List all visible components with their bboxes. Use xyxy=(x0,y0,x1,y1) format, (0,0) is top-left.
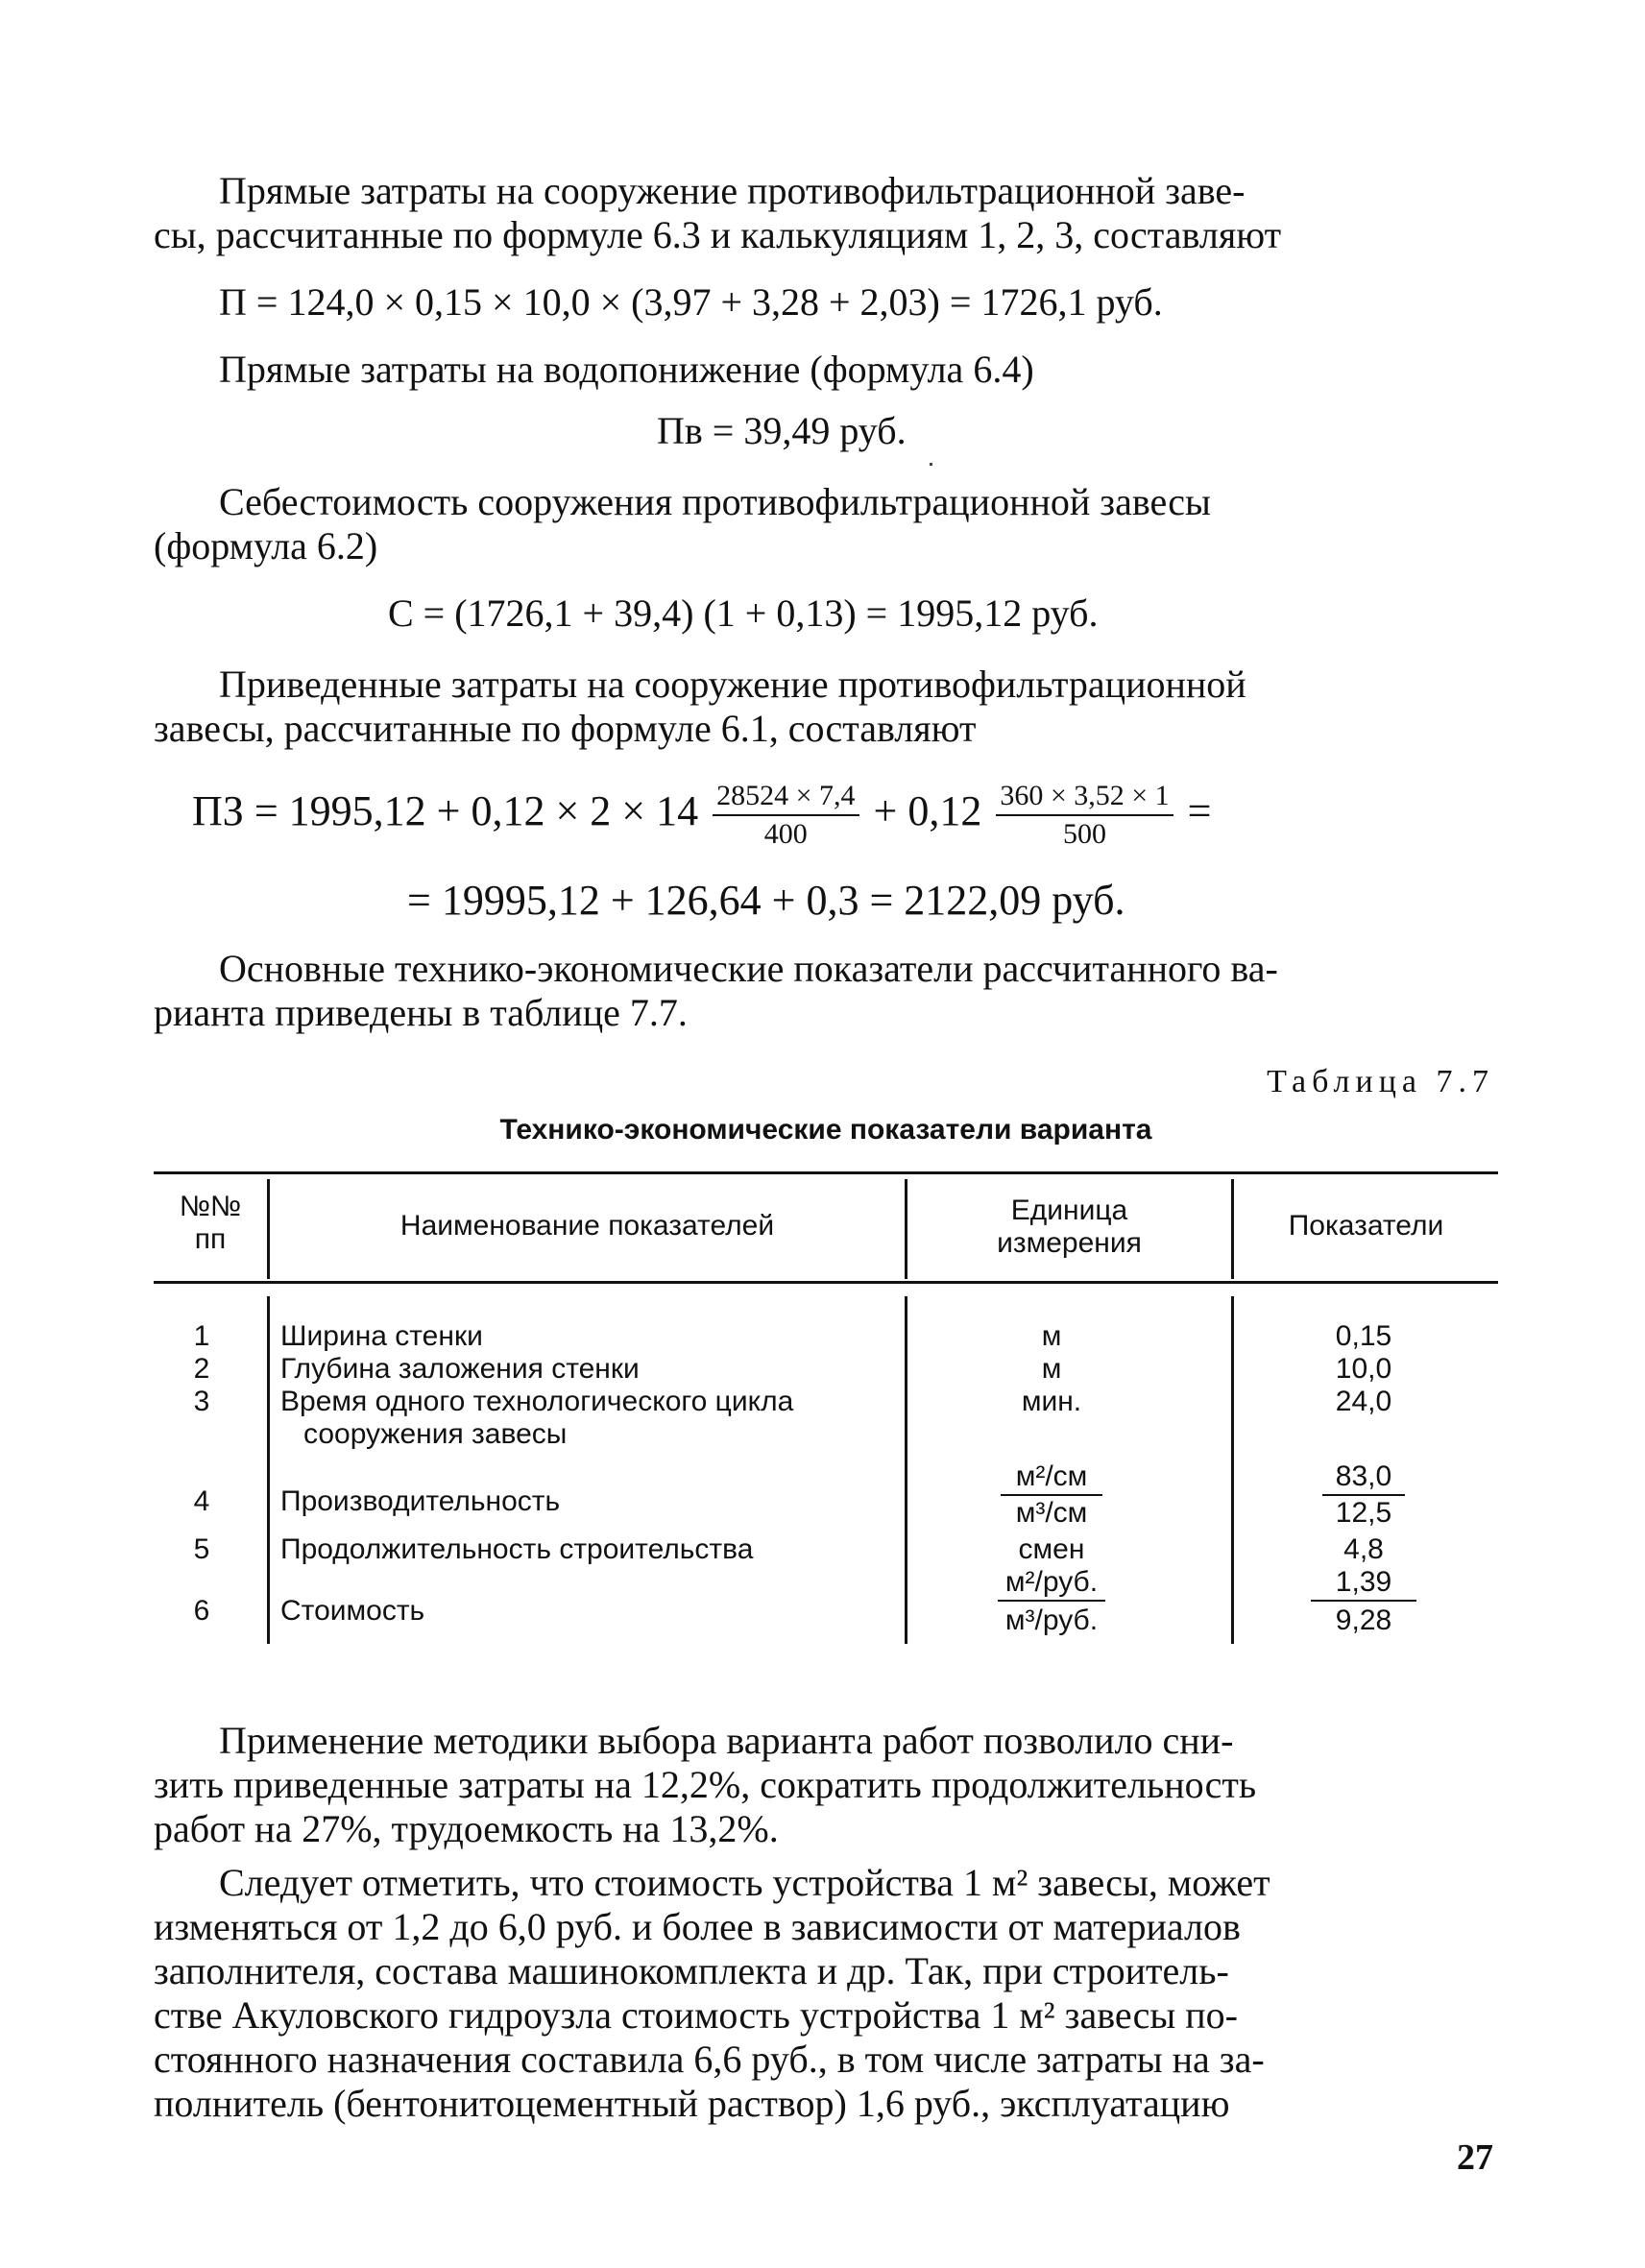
row-value-top xyxy=(1277,1565,1450,1602)
formula-lead: ПЗ = 1995,12 + 0,12 × 2 × 14 xyxy=(192,787,699,835)
value-numerator: 83,0 xyxy=(1322,1460,1405,1496)
table-number: Таблица 7.7 xyxy=(1267,1064,1494,1099)
row-value: 24,0 xyxy=(1335,1386,1392,1417)
fraction-2 xyxy=(996,780,1173,851)
row-name: Время одного технологического цикла xyxy=(280,1386,794,1417)
row-unit: м xyxy=(1041,1353,1062,1385)
row-unit-bottom: м³/руб. xyxy=(1004,1604,1099,1636)
text-line: рианта приведены в таблице 7.7. xyxy=(154,991,688,1034)
paragraph-cost-price xyxy=(154,480,1498,568)
header-value: Показатели xyxy=(1288,1210,1444,1242)
header-unit-line: Единица xyxy=(1010,1194,1128,1226)
formula-direct-costs: П = 124,0 × 0,15 × 10,0 × (3,97 + 3,28 + 2,03) = 1726,1 руб. xyxy=(219,280,1163,324)
text-line: работ на 27%, трудоемкость на 13,2%. xyxy=(154,1807,779,1850)
text-line: Приведенные затраты на сооружение противофильтрационной xyxy=(219,663,1246,706)
text-line: Прямые затраты на водопонижение (формула 6.4) xyxy=(219,348,1034,391)
paragraph-reduced-costs xyxy=(154,663,1498,751)
table-top-rule xyxy=(154,1171,1498,1174)
row-name-continued: сооружения завесы xyxy=(303,1418,568,1450)
row-number: 5 xyxy=(193,1533,210,1565)
text-line: (формула 6.2) xyxy=(154,524,378,567)
paragraph-indicators xyxy=(154,947,1498,1035)
formula-tail: = xyxy=(1187,787,1212,835)
unit-numerator: м²/руб. xyxy=(998,1565,1105,1602)
text-line: зить приведенные затраты на 12,2%, сократить продолжительность xyxy=(154,1763,1257,1806)
row-unit-top xyxy=(922,1460,1181,1496)
row-value: 10,0 xyxy=(1335,1353,1392,1385)
fraction-numerator: 360 × 3,52 × 1 xyxy=(996,780,1173,816)
row-number: 6 xyxy=(193,1595,210,1627)
header-number xyxy=(154,1191,267,1256)
table-title: Технико-экономические показатели варианта xyxy=(499,1114,1152,1146)
text-line: Себестоимость сооружения противофильтрационной завесы xyxy=(219,480,1211,523)
formula-reduced-costs-result: = 19995,12 + 126,64 + 0,3 = 2122,09 руб. xyxy=(407,877,1125,924)
paragraph-dewatering xyxy=(154,348,1498,392)
formula-cost-price: С = (1726,1 + 39,4) (1 + 0,13) = 1995,12 руб. xyxy=(388,591,1099,635)
column-divider xyxy=(1231,1296,1234,1644)
fraction-denominator: 500 xyxy=(1063,818,1106,850)
unit-numerator: м²/см xyxy=(1001,1460,1103,1496)
text-line: стоянного назначения составила 6,6 руб., в том числе затраты на за- xyxy=(154,2038,1265,2081)
row-name: Продолжительность строительства xyxy=(280,1533,754,1565)
header-unit xyxy=(907,1194,1231,1260)
row-value-bottom: 9,28 xyxy=(1335,1604,1392,1636)
scan-speck xyxy=(930,463,932,466)
row-value-bottom: 12,5 xyxy=(1335,1497,1392,1529)
paragraph-method-result xyxy=(154,1719,1498,1851)
header-unit-line: измерения xyxy=(997,1227,1142,1259)
text-line: полнитель (бентонитоцементный раствор) 1,6 руб., эксплуатацию xyxy=(154,2082,1230,2125)
row-unit-bottom: м³/см xyxy=(1015,1497,1088,1529)
row-name: Производительность xyxy=(280,1485,561,1517)
row-value-top xyxy=(1277,1460,1450,1496)
header-name: Наименование показателей xyxy=(399,1210,775,1242)
text-line: завесы, рассчитанные по формуле 6.1, составляют xyxy=(154,707,977,750)
row-name: Стоимость xyxy=(280,1595,425,1627)
fraction-denominator: 400 xyxy=(763,818,808,850)
row-unit: м xyxy=(1041,1320,1062,1352)
row-unit: мин. xyxy=(1021,1386,1082,1417)
row-value: 0,15 xyxy=(1335,1320,1392,1352)
row-name: Глубина заложения стенки xyxy=(280,1353,640,1385)
value-numerator: 1,39 xyxy=(1311,1565,1416,1602)
text-line: Следует отметить, что стоимость устройства 1 м² завесы, может xyxy=(219,1861,1270,1904)
table-header-rule xyxy=(154,1281,1498,1284)
text-line: сы, рассчитанные по формуле 6.3 и калькуляциям 1, 2, 3, составляют xyxy=(154,213,1282,256)
formula-reduced-costs xyxy=(192,780,1212,851)
formula-mid: + 0,12 xyxy=(873,787,982,835)
row-number: 3 xyxy=(193,1386,210,1417)
fraction-1 xyxy=(713,780,859,851)
text-line: Применение методики выбора варианта работ позволило сни- xyxy=(219,1719,1234,1762)
paragraph-direct-costs xyxy=(154,169,1498,257)
column-divider xyxy=(905,1296,907,1644)
row-number: 1 xyxy=(193,1320,210,1352)
fraction-numerator: 28524 × 7,4 xyxy=(713,780,859,816)
row-unit: смен xyxy=(1018,1533,1085,1565)
column-divider xyxy=(267,1296,270,1644)
text-line: Основные технико-экономические показатели рассчитанного ва- xyxy=(219,947,1278,990)
paragraph-cost-note xyxy=(154,1861,1498,2126)
text-line: стве Акуловского гидроузла стоимость устройства 1 м² завесы по- xyxy=(154,1993,1238,2037)
row-unit-top xyxy=(922,1565,1181,1602)
row-number: 2 xyxy=(193,1353,210,1385)
formula-dewatering: Пв = 39,49 руб. xyxy=(657,409,907,452)
header-number-line: №№ xyxy=(179,1191,242,1222)
text-line: изменяться от 1,2 до 6,0 руб. и более в зависимости от материалов xyxy=(154,1905,1241,1948)
text-line: Прямые затраты на сооружение противофильтрационной заве- xyxy=(219,169,1246,212)
text-line: заполнителя, состава машинокомплекта и др. Так, при строитель- xyxy=(154,1949,1229,1992)
row-number: 4 xyxy=(193,1485,210,1517)
row-name: Ширина стенки xyxy=(280,1320,483,1352)
header-number-line: пп xyxy=(194,1223,227,1255)
row-value: 4,8 xyxy=(1343,1533,1384,1565)
page-number: 27 xyxy=(1457,2137,1493,2178)
